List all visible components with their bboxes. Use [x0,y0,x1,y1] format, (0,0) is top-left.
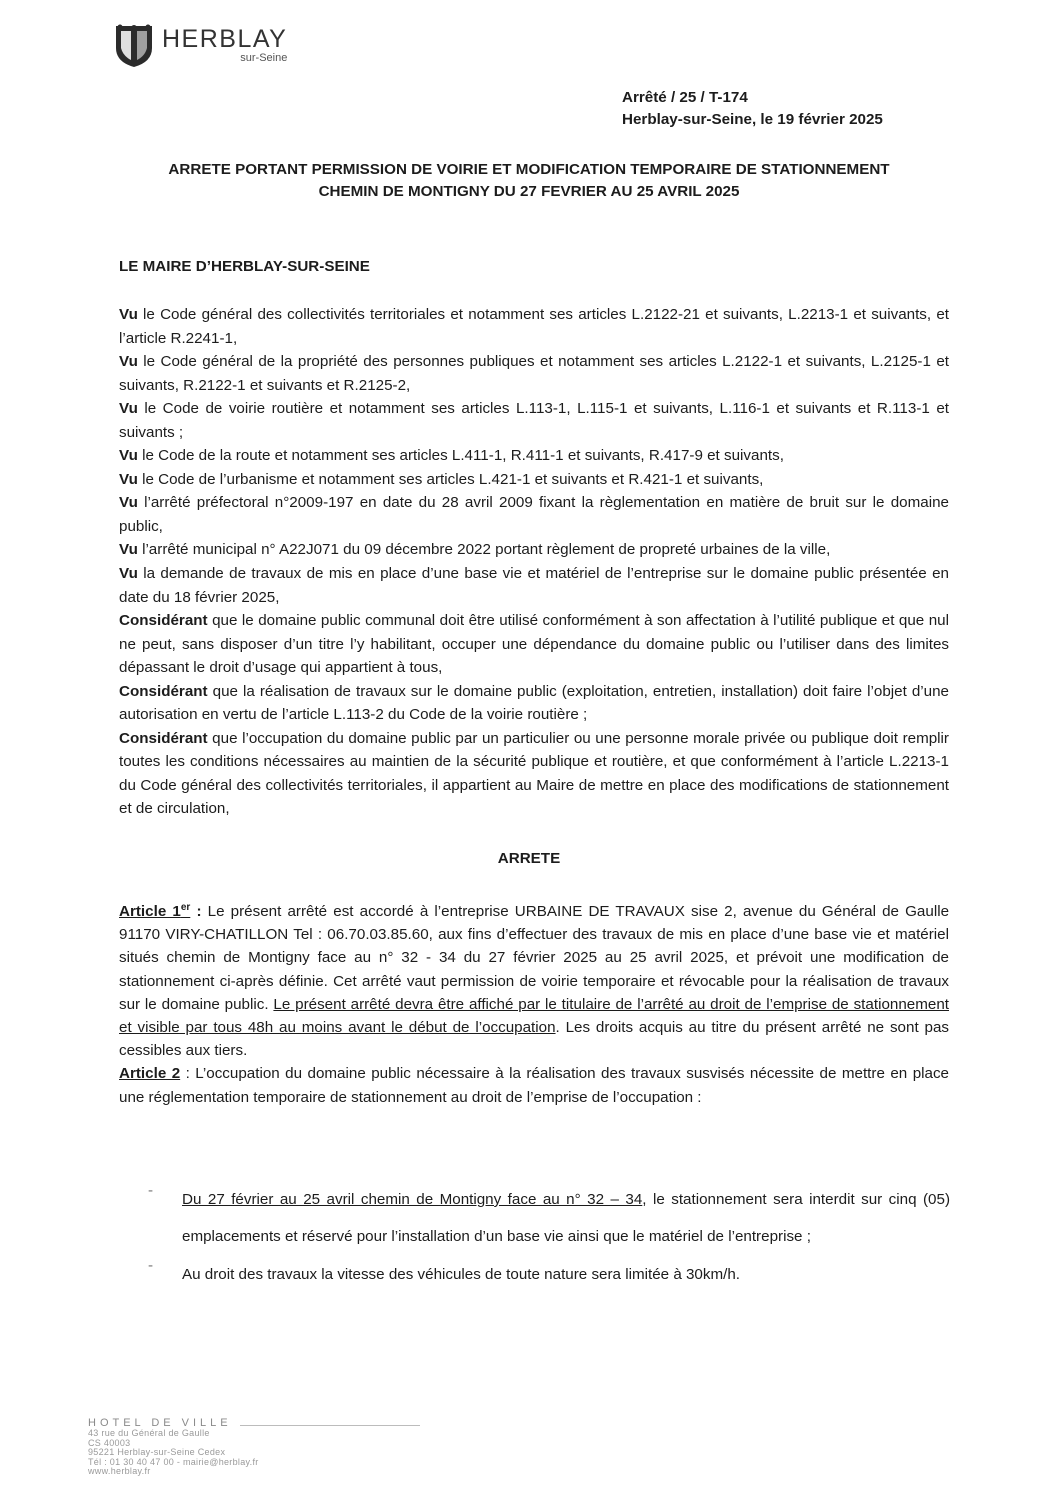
document-title [0,159,1058,203]
visa-keyword: Vu [119,306,138,323]
list-item-text: , le stationnement sera interdit sur cinq (05) emplacements et réservé pour l’installation d’un base vie ainsi que le matériel de l’entreprise ; [182,1191,950,1245]
article-2-text: : L’occupation du domaine public nécessaire à la réalisation des travaux susvisés nécessite de mettre en place une réglementation temporaire de stationnement au droit de l’emprise de l’occupation : [119,1065,949,1106]
visa-paragraph [119,491,949,538]
list-item-location: Du 27 février au 25 avril chemin de Montigny face au n° 32 – 34 [182,1191,643,1208]
logo-name: HERBLAY [162,24,288,53]
footer-line: 95221 Herblay-sur-Seine Cedex [88,1447,226,1458]
considerant-keyword: Considérant [119,682,208,700]
list-item [148,1257,950,1294]
visa-keyword: Vu [119,565,138,583]
considerant-paragraph [119,727,949,821]
article-1-text: Le présent arrêté est accordé à l’entreprise URBAINE DE TRAVAUX sise 2, avenue du Général de Gaulle 91170 VIRY-CHATILLON Tel : 06.70.03.85.60, aux fins d’effectuer des travaux de mis en place d’une base vie et matériel situés chemin de Montigny face au n° 32 - 34 du 27 février 2025 au 25 avril 2025, et prévoit une modification de stationnement ci-après définie. Cet arrêté vaut permission de voirie temporaire et révocable pour la réalisation de travaux sur le domaine public. [119,903,950,1013]
footer-divider [240,1425,420,1426]
visa-keyword: Vu [119,447,138,465]
article-1-sup: er [180,902,191,913]
title-line-1: ARRETE PORTANT PERMISSION DE VOIRIE ET MODIFICATION TEMPORAIRE DE STATIONNEMENT [168,161,890,178]
visa-paragraph [119,538,949,562]
visa-text: l’arrêté préfectoral n°2009-197 en date du 28 avril 2009 fixant la règlementation en matière de bruit sur le domaine public, [119,494,949,535]
visa-paragraph [119,468,949,492]
visa-keyword: Vu [119,541,138,559]
arrete-heading: ARRETE [497,850,561,867]
visa-text: le Code de l’urbanisme et notamment ses articles L.421-1 et suivants et R.421-1 et suivants, [137,470,764,488]
considerant-paragraph [119,680,949,727]
footer-line: CS 40003 [88,1437,131,1448]
visa-text: la demande de travaux de mis en place d’une base vie et matériel de l’entreprise sur le domaine public présentée en date du 18 février 2025, [119,565,949,606]
considerant-paragraph [119,609,949,680]
considerant-text: que l’occupation du domaine public par un particulier ou une personne morale privée ou publique doit remplir toutes les conditions nécessaires au maintien de la sécurité publique et routière, et que conformément à l’article L.2213-1 du Code général des collectivités territoriales, il appartient au Maire de mettre en place des modifications de stationnement et de circulation, [119,729,949,818]
article-1: Article 1er : Le présent arrêté est accordé à l’entreprise URBAINE DE TRAVAUX sise 2, avenue du Général de Gaulle 91170 VIRY-CHATILLON Tel : 06.70.03.85.60, aux fins d’effectuer des travaux de mis en place d’une base vie et matériel situés chemin de Montigny face au n° 32 - 34 du 27 février 2025 au 25 avril 2025, et prévoit une modification de stationnement ci-après définie. Cet arrêté vaut permission de voirie temporaire et révocable pour la réalisation de travaux sur le domaine public. Le présent arrêté devra être affiché par le titulaire de l’arrêté au droit de l’emprise de stationnement et visible par tous 48h au moins avant le début de l’occupation. Les droits acquis au titre du présent arrêté ne sont pas cessibles aux tiers. [119,902,950,1060]
visa-paragraph [119,562,949,609]
footer-line: 43 rue du Général de Gaulle [88,1428,210,1438]
visas-section [119,303,949,821]
visa-text: le Code général des collectivités territoriales et notamment ses articles L.2122-21 et suivants, L.2213-1 et suivants, et l’article R.2241-1, [119,306,949,347]
herblay-logo [112,22,287,68]
visa-text: le Code général de la propriété des personnes publiques et notamment ses articles L.2122-1 et suivants, L.2125-1 et suivants, R.2122-1 et suivants et R.2125-2, [119,353,949,394]
measures-list [148,1182,950,1294]
articles-section [119,896,949,1109]
footer-line: Tél : 01 30 40 47 00 - mairie@herblay.fr [88,1456,259,1467]
article-2-label: Article 2 [119,1065,181,1083]
considerant-keyword: Considérant [119,612,208,630]
considerant-text: que la réalisation de travaux sur le domaine public (exploitation, entretien, installation) doit faire l’objet d’une autorisation en vertu de l’article L.113-2 du Code de la voirie routière ; [119,682,949,724]
footer-heading: HOTEL DE VILLE [88,1417,232,1429]
considerant-text: que le domaine public communal doit être utilisé conformément à son affectation à l’utilité publique et que nul ne peut, sans disposer d’un titre l’y habilitant, occuper une dépendance du domaine public ou l’utiliser dans des limites dépassant le droit d’usage qui appartient à tous, [119,612,949,677]
visa-text: le Code de la route et notamment ses articles L.411-1, R.411-1 et suivants, R.417-9 et suivants, [137,447,784,465]
visa-keyword: Vu [119,353,138,371]
logo-sub: sur-Seine [240,51,288,64]
visa-paragraph [119,350,949,397]
footer-address [88,1417,259,1477]
visa-keyword: Vu [119,470,138,488]
crest-icon [112,22,156,68]
list-dash: - [148,1257,154,1274]
list-item [148,1182,950,1255]
visa-keyword: Vu [119,494,138,512]
article-1-notice: Le présent arrêté devra être affiché par le titulaire de l’arrêté au droit de l’emprise de stationnement et visible par tous 48h au moins avant le début de l’occupation [119,995,949,1037]
visa-paragraph [119,444,949,468]
considerant-keyword: Considérant [119,729,208,747]
maire-heading: LE MAIRE D’HERBLAY-SUR-SEINE [119,258,370,275]
visa-paragraph [119,397,949,444]
article-2 [119,1062,949,1108]
list-item-text: Au droit des travaux la vitesse des véhicules de toute nature sera limitée à 30km/h. [182,1266,741,1283]
visa-keyword: Vu [119,400,138,418]
place-date: Herblay-sur-Seine, le 19 février 2025 [622,111,883,128]
article-1-text-end: . Les droits acquis au titre du présent arrêté ne sont pas cessibles aux tiers. [119,1019,949,1060]
visa-text: l’arrêté municipal n° A22J071 du 09 décembre 2022 portant règlement de propreté urbaines de la ville, [137,541,831,559]
arrete-number: Arrêté / 25 / T-174 [622,89,748,106]
visa-paragraph [119,303,949,350]
footer-line: www.herblay.fr [88,1466,151,1477]
visa-text: le Code de voirie routière et notamment ses articles L.113-1, L.115-1 et suivants, L.116-1 et suivants et R.113-1 et suivants ; [119,400,949,441]
list-dash: - [148,1182,154,1199]
title-line-2: CHEMIN DE MONTIGNY DU 27 FEVRIER AU 25 AVRIL 2025 [318,183,740,200]
arrete-reference [622,87,883,131]
article-1-label: Article 1er [119,902,191,921]
